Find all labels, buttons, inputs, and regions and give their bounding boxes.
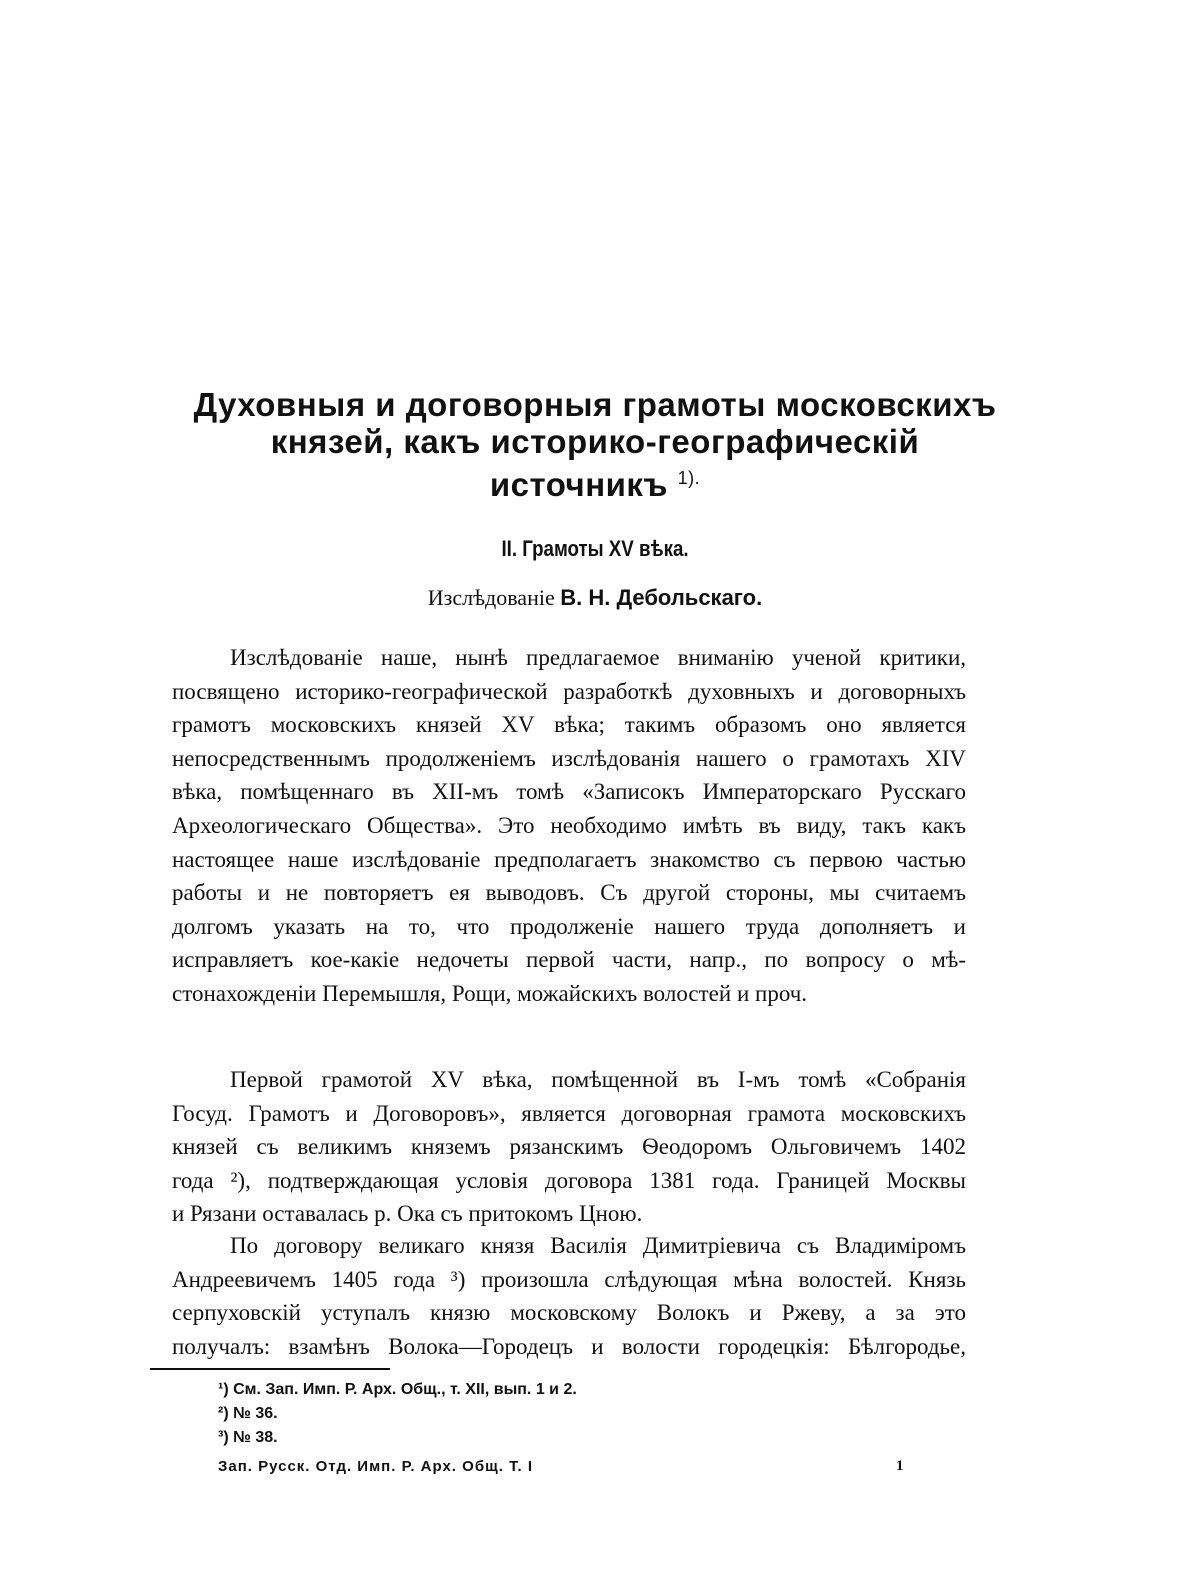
text-line: стонахожденіи Перемышля, Рощи, можайскихъ волостей и проч. [172,980,808,1006]
page-number: 1 [896,1458,904,1474]
text-line: получалъ: взамѣнъ Волока—Городецъ и волости городецкія: Бѣлгородье, [172,1333,966,1359]
footnote: ³) № 38. [218,1429,278,1446]
footnote-divider [150,1368,390,1370]
title-line: Духовныя и договорныя грамоты московскихъ [193,386,997,423]
text-line: Археологическаго Общества». Это необходимо имѣть въ виду, такъ какъ [172,812,966,838]
footnote-ref: 1). [677,468,701,488]
text-line: По договору великаго князя Василія Димитріевича съ Владиміромъ [230,1233,966,1258]
title-line: источникъ $^{1).}$ [489,466,701,503]
text-line: вѣка, помѣщеннаго въ XII-мъ томѣ «Записокъ Императорскаго Русскаго [172,779,966,805]
paragraph-1 [172,641,966,1011]
text-line: непосредственнымъ продолженіемъ изслѣдованія нашего о грамотахъ XIV [172,745,966,771]
text-line: долгомъ указать на то, что продолженіе нашего труда дополняетъ и [172,913,966,939]
text-line: исправляетъ кое-какіе недочеты первой части, напр., по вопросу о мѣ- [172,947,966,973]
text-line: посвящено историко-географической разработкѣ духовныхъ и договорныхъ [172,678,966,704]
text-line: Изслѣдованіе наше, нынѣ предлагаемое вниманію ученой критики, [230,645,966,670]
footnotes [218,1378,577,1450]
text-line: грамотъ московскихъ князей XV вѣка; такимъ образомъ оно является [172,712,966,738]
page-footer: Зап. Русск. Отд. Имп. Р. Арх. Общ. Т. I [218,1458,534,1475]
text-line: работы и не повторяетъ ея выводовъ. Съ другой стороны, мы считаемъ [172,880,966,906]
text-line: и Рязани оставалась р. Ока съ притокомъ Цною. [172,1201,643,1227]
text-line: Первой грамотой XV вѣка, помѣщенной въ I-мъ томѣ «Собранія [230,1067,966,1092]
footnote: ²) № 36. [218,1405,278,1422]
paragraph-2 [172,1063,966,1231]
text-line: Андреевичемъ 1405 года ³) произошла слѣдующая мѣна волостей. Князь [172,1266,966,1292]
text-line: князей съ великимъ княземъ рязанскимъ Ѳеодоромъ Ольговичемъ 1402 [172,1134,966,1160]
paragraph-3 [172,1229,966,1363]
section-subtitle: II. Грамоты XV вѣка. [501,536,689,561]
footnote: ¹) См. Зап. Имп. Р. Арх. Общ., т. XII, вып. 1 и 2. [218,1381,577,1398]
author-prefix: Изслѣдованіе [427,585,555,610]
author-line [150,585,1040,611]
text-line: настоящее наше изслѣдованіе предполагаетъ знакомство съ первою частью [172,846,966,872]
text-line: серпуховскій уступалъ князю московскому Волокъ и Ржеву, а за это [172,1300,966,1326]
text-line: Госуд. Грамотъ и Договоровъ», является договорная грамота московскихъ [172,1100,966,1126]
author-name: В. Н. Дебольскаго. [560,585,763,610]
title-line: князей, какъ историко-географическій [270,423,920,460]
text-line: года ²), подтверждающая условія договора 1381 года. Границей Москвы [172,1167,966,1193]
article-title [150,386,1040,503]
